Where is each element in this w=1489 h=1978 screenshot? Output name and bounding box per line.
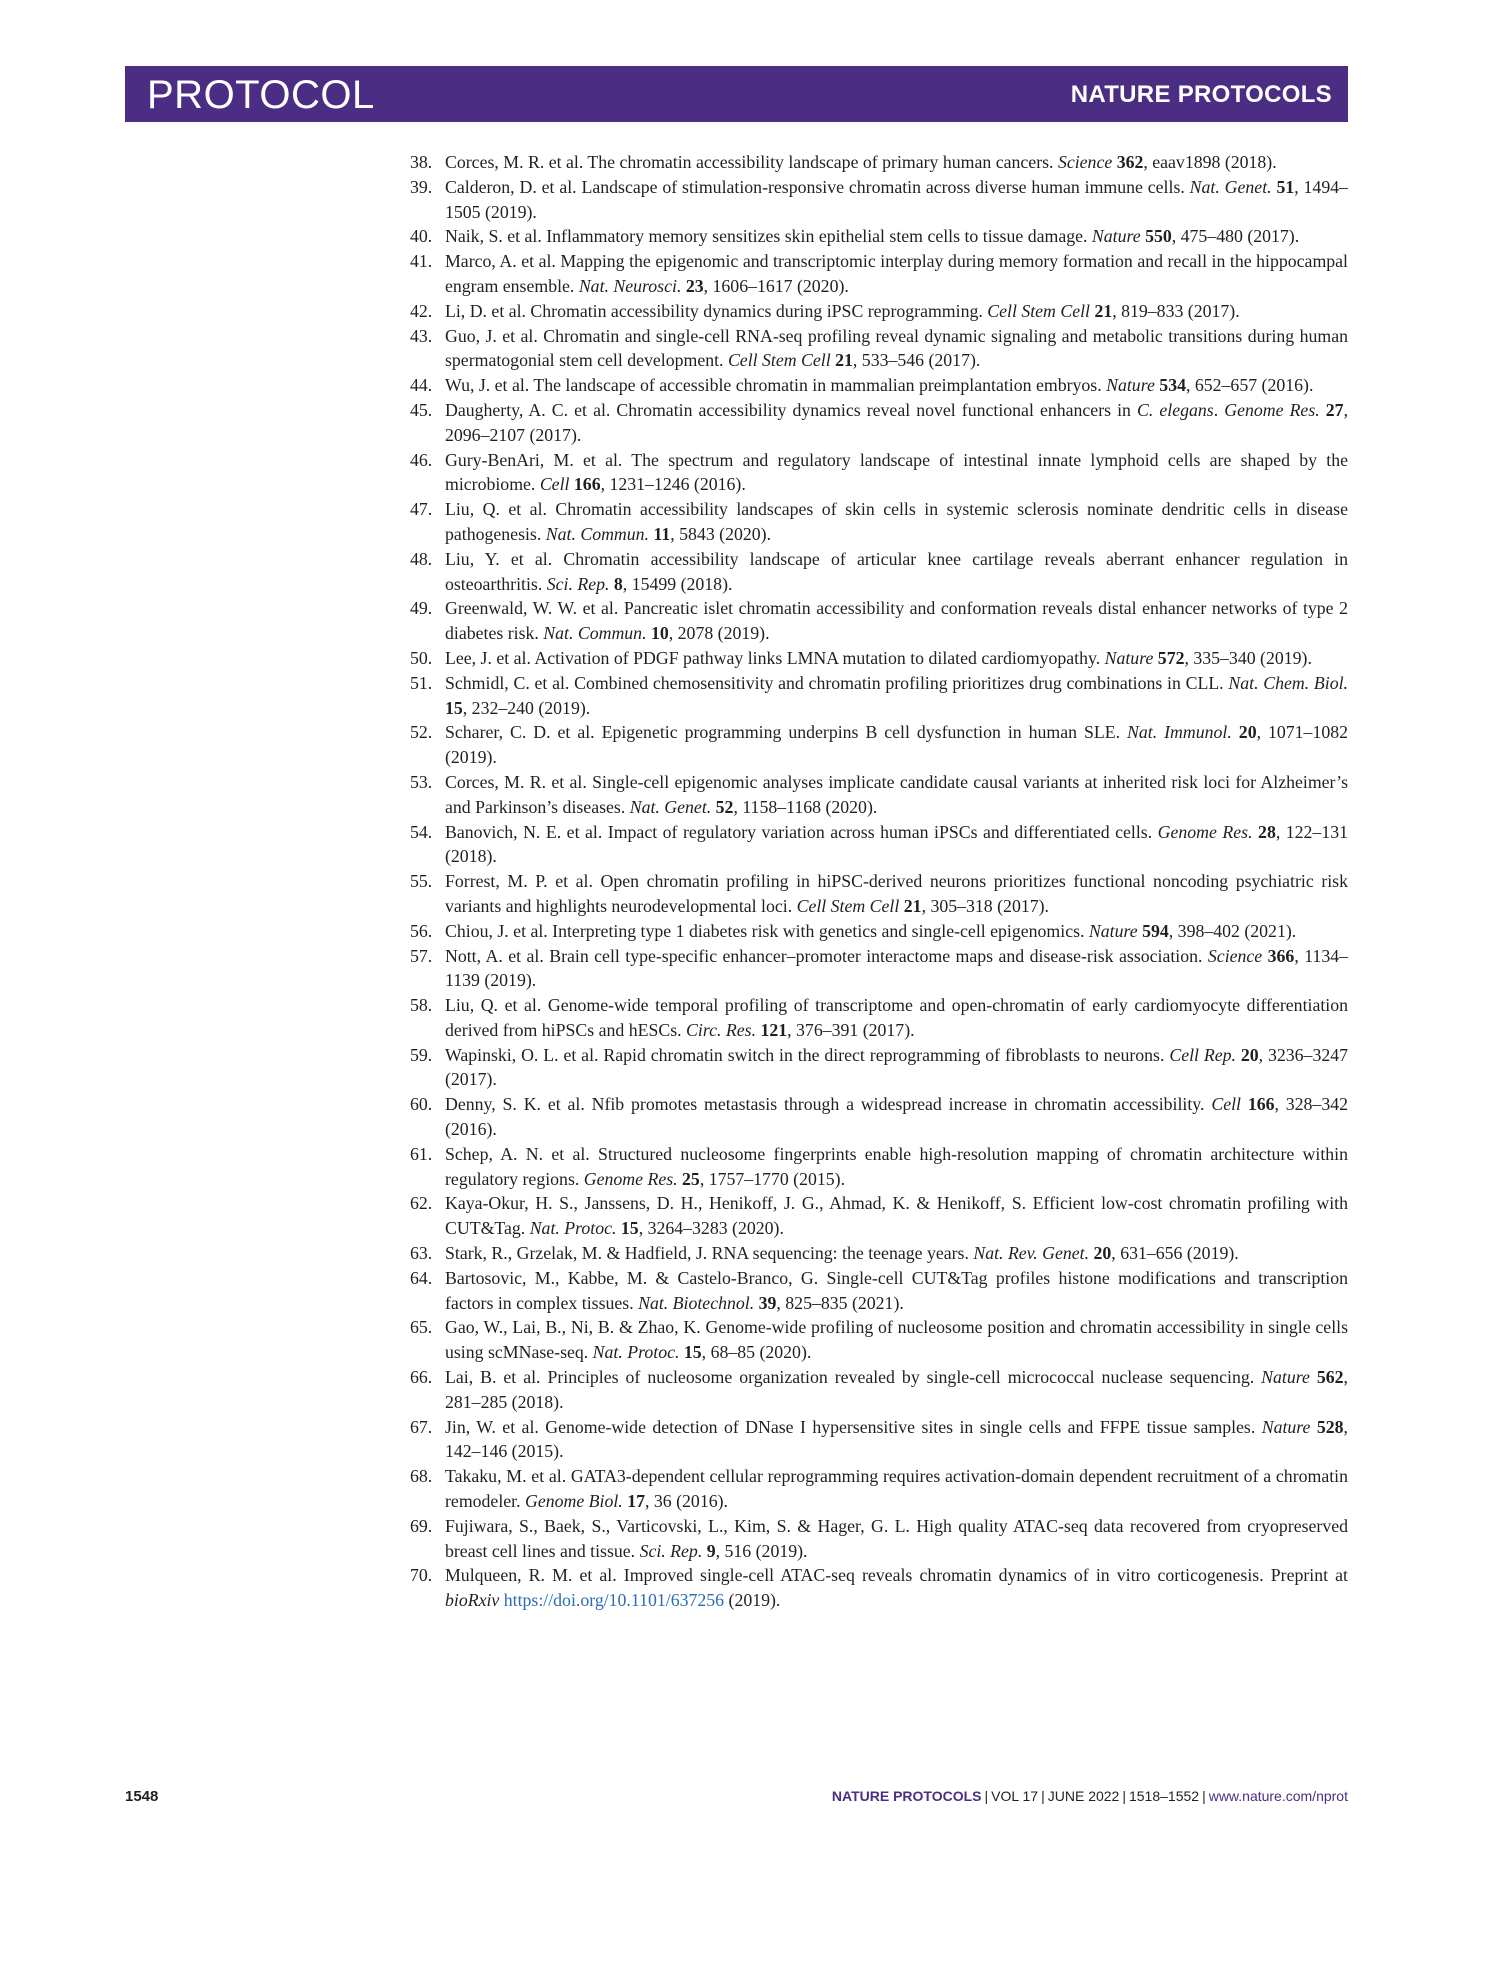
reference-number: 45. xyxy=(410,399,433,420)
reference-text: Lee, J. et al. Activation of PDGF pathway links LMNA mutation to dilated cardiomyopathy. Nature 572, 335–340 (2019). xyxy=(445,647,1312,668)
footer-separator: | xyxy=(1122,1788,1126,1804)
reference-text: Schmidl, C. et al. Combined chemosensitivity and chromatin profiling prioritizes drug combinations in CLL. Nat. Chem. Biol. 15, 232–240 (2019). xyxy=(445,672,1348,718)
reference-item xyxy=(410,1315,1348,1365)
reference-item xyxy=(410,324,1348,374)
reference-text: Jin, W. et al. Genome-wide detection of DNase I hypersensitive sites in single cells and FFPE tissue samples. Nature 528, 142–146 (2015). xyxy=(445,1416,1348,1462)
reference-text: Banovich, N. E. et al. Impact of regulatory variation across human iPSCs and differentiated cells. Genome Res. 28, 122–131 (2018). xyxy=(445,821,1349,867)
reference-text: Liu, Y. et al. Chromatin accessibility landscape of articular knee cartilage reveals aberrant enhancer regulation in osteoarthritis. Sci. Rep. 8, 15499 (2018). xyxy=(445,548,1348,594)
reference-number: 41. xyxy=(410,251,433,272)
reference-number: 54. xyxy=(410,821,433,842)
reference-number: 39. xyxy=(410,176,433,197)
reference-number: 68. xyxy=(410,1466,433,1487)
reference-text: Denny, S. K. et al. Nfib promotes metastasis through a widespread increase in chromatin accessibility. Cell 166, 328–342 (2016). xyxy=(445,1094,1348,1140)
footer-url-link[interactable]: www.nature.com/nprot xyxy=(1208,1788,1348,1804)
reference-number: 61. xyxy=(410,1143,433,1164)
reference-text: Chiou, J. et al. Interpreting type 1 diabetes risk with genetics and single-cell epigenomics. Nature 594, 398–402 (2021). xyxy=(445,920,1297,941)
reference-number: 67. xyxy=(410,1416,433,1437)
reference-item xyxy=(410,1563,1348,1613)
reference-number: 49. xyxy=(410,598,433,619)
reference-item xyxy=(410,671,1348,721)
reference-item xyxy=(410,1092,1348,1142)
reference-text: Wu, J. et al. The landscape of accessible chromatin in mammalian preimplantation embryos. Nature 534, 652–657 (2016). xyxy=(445,375,1314,396)
reference-item xyxy=(410,993,1348,1043)
footer-date: JUNE 2022 xyxy=(1047,1788,1120,1804)
reference-item xyxy=(410,869,1348,919)
reference-number: 65. xyxy=(410,1317,433,1338)
reference-text: Corces, M. R. et al. Single-cell epigenomic analyses implicate candidate causal variants at inherited risk loci for Alzheimer’s and Parkinson’s diseases. Nat. Genet. 52, 1158–1168 (2020). xyxy=(445,771,1348,817)
reference-text: Marco, A. et al. Mapping the epigenomic and transcriptomic interplay during memory formation and recall in the hippocampal engram ensemble. Nat. Neurosci. 23, 1606–1617 (2020). xyxy=(445,251,1348,296)
header-banner xyxy=(125,66,1348,122)
journal-label: NATURE PROTOCOLS xyxy=(1070,81,1332,108)
reference-number: 56. xyxy=(410,920,433,941)
reference-number: 59. xyxy=(410,1044,433,1065)
reference-item xyxy=(410,398,1348,448)
reference-text: Mulqueen, R. M. et al. Improved single-cell ATAC-seq reveals chromatin dynamics of in vitro corticogenesis. Preprint at bioRxiv https://doi.org/10.1101/637256 (2019). xyxy=(445,1565,1348,1611)
reference-item xyxy=(410,944,1348,994)
reference-text: Wapinski, O. L. et al. Rapid chromatin switch in the direct reprogramming of fibroblasts to neurons. Cell Rep. 20, 3236–3247 (2017). xyxy=(445,1044,1348,1090)
reference-number: 44. xyxy=(410,375,433,396)
reference-number: 43. xyxy=(410,325,433,346)
page-number: 1548 xyxy=(125,1788,159,1805)
reference-item xyxy=(410,224,1348,249)
footer-separator: | xyxy=(984,1788,989,1804)
reference-text: Li, D. et al. Chromatin accessibility dynamics during iPSC reprogramming. Cell Stem Cell 21, 819–833 (2017). xyxy=(445,300,1240,321)
reference-list xyxy=(410,150,1348,1613)
reference-item xyxy=(410,1514,1348,1564)
reference-item xyxy=(410,596,1348,646)
reference-number: 57. xyxy=(410,945,433,966)
reference-number: 51. xyxy=(410,672,433,693)
footer-citation xyxy=(832,1788,1348,1804)
reference-item xyxy=(410,919,1348,944)
reference-text: Liu, Q. et al. Chromatin accessibility landscapes of skin cells in systemic sclerosis nominate dendritic cells in disease pathogenesis. Nat. Commun. 11, 5843 (2020). xyxy=(445,499,1348,544)
reference-number: 63. xyxy=(410,1243,433,1264)
reference-text: Calderon, D. et al. Landscape of stimulation-responsive chromatin across diverse human immune cells. Nat. Genet. 51, 1494–1505 (2019). xyxy=(445,176,1348,222)
reference-number: 64. xyxy=(410,1267,433,1288)
reference-text: Kaya-Okur, H. S., Janssens, D. H., Henikoff, J. G., Ahmad, K. & Henikoff, S. Efficient low-cost chromatin profiling with CUT&Tag. Nat. Protoc. 15, 3264–3283 (2020). xyxy=(445,1193,1348,1239)
reference-item xyxy=(410,720,1348,770)
reference-item xyxy=(410,1191,1348,1241)
section-label: PROTOCOL xyxy=(147,73,375,117)
reference-text: Guo, J. et al. Chromatin and single-cell RNA-seq profiling reveal dynamic signaling and metabolic transitions during human spermatogonial stem cell development. Cell Stem Cell 21, 533–546 (2017). xyxy=(445,325,1348,371)
reference-item xyxy=(410,448,1348,498)
reference-item xyxy=(410,1365,1348,1415)
footer-separator: | xyxy=(1202,1788,1206,1804)
reference-text: Lai, B. et al. Principles of nucleosome organization revealed by single-cell micrococcal nuclease sequencing. Nature 562, 281–285 (2018). xyxy=(445,1367,1348,1412)
reference-number: 66. xyxy=(410,1367,433,1388)
reference-number: 38. xyxy=(410,152,433,172)
reference-text: Greenwald, W. W. et al. Pancreatic islet chromatin accessibility and conformation reveals distal enhancer networks of type 2 diabetes risk. Nat. Commun. 10, 2078 (2019). xyxy=(445,598,1348,644)
reference-item xyxy=(410,1464,1348,1514)
reference-number: 53. xyxy=(410,771,433,792)
reference-text: Fujiwara, S., Baek, S., Varticovski, L., Kim, S. & Hager, G. L. High quality ATAC-seq data recovered from cryopreserved breast cell lines and tissue. Sci. Rep. 9, 516 (2019). xyxy=(445,1515,1348,1561)
reference-item xyxy=(410,547,1348,597)
reference-item xyxy=(410,497,1348,547)
reference-item xyxy=(410,249,1348,299)
reference-item xyxy=(410,1241,1348,1266)
doi-link[interactable]: https://doi.org/10.1101/637256 xyxy=(503,1590,725,1611)
reference-number: 55. xyxy=(410,871,433,892)
footer-journal: NATURE PROTOCOLS xyxy=(831,1788,982,1804)
reference-number: 52. xyxy=(410,722,433,743)
reference-text: Corces, M. R. et al. The chromatin accessibility landscape of primary human cancers. Science 362, eaav1898 (2018). xyxy=(445,152,1277,172)
reference-item xyxy=(410,175,1348,225)
reference-item xyxy=(410,1142,1348,1192)
reference-number: 47. xyxy=(410,499,433,520)
reference-text: Forrest, M. P. et al. Open chromatin profiling in hiPSC-derived neurons prioritizes functional noncoding psychiatric risk variants and highlights neurodevelopmental loci. Cell Stem Cell 21, 305–318 (2017). xyxy=(445,871,1348,916)
reference-number: 70. xyxy=(410,1565,433,1586)
footer-pages: 1518–1552 xyxy=(1128,1788,1200,1804)
reference-text: Schep, A. N. et al. Structured nucleosome fingerprints enable high-resolution mapping of chromatin architecture within regulatory regions. Genome Res. 25, 1757–1770 (2015). xyxy=(445,1143,1348,1189)
reference-number: 40. xyxy=(410,226,433,247)
reference-text: Stark, R., Grzelak, M. & Hadfield, J. RNA sequencing: the teenage years. Nat. Rev. Genet. 20, 631–656 (2019). xyxy=(445,1243,1239,1264)
reference-text: Daugherty, A. C. et al. Chromatin accessibility dynamics reveal novel functional enhancers in C. elegans. Genome Res. 27, 2096–2107 (2017). xyxy=(445,399,1349,445)
reference-number: 58. xyxy=(410,995,433,1016)
reference-number: 62. xyxy=(410,1193,433,1214)
footer-volume: VOL 17 xyxy=(991,1788,1039,1804)
reference-item xyxy=(410,1266,1348,1316)
reference-text: Takaku, M. et al. GATA3-dependent cellular reprogramming requires activation-domain dependent recruitment of a chromatin remodeler. Genome Biol. 17, 36 (2016). xyxy=(445,1466,1348,1512)
reference-text: Scharer, C. D. et al. Epigenetic programming underpins B cell dysfunction in human SLE. Nat. Immunol. 20, 1071–1082 (2019). xyxy=(445,722,1349,768)
reference-text: Gury-BenAri, M. et al. The spectrum and regulatory landscape of intestinal innate lymphoid cells are shaped by the microbiome. Cell 166, 1231–1246 (2016). xyxy=(445,449,1348,495)
reference-number: 48. xyxy=(410,548,433,569)
reference-item xyxy=(410,820,1348,870)
reference-item xyxy=(410,299,1348,324)
reference-item xyxy=(410,150,1348,175)
reference-text: Gao, W., Lai, B., Ni, B. & Zhao, K. Genome-wide profiling of nucleosome position and chromatin accessibility in single cells using scMNase-seq. Nat. Protoc. 15, 68–85 (2020). xyxy=(445,1317,1348,1363)
reference-item xyxy=(410,646,1348,671)
reference-text: Naik, S. et al. Inflammatory memory sensitizes skin epithelial stem cells to tissue damage. Nature 550, 475–480 (2017). xyxy=(445,226,1300,247)
reference-number: 46. xyxy=(410,449,433,470)
reference-text: Liu, Q. et al. Genome-wide temporal profiling of transcriptome and open-chromatin of early cardiomyocyte differentiation derived from hiPSCs and hESCs. Circ. Res. 121, 376–391 (2017). xyxy=(445,995,1348,1040)
reference-item xyxy=(410,373,1348,398)
reference-item xyxy=(410,1415,1348,1465)
reference-item xyxy=(410,770,1348,820)
reference-number: 69. xyxy=(410,1515,433,1536)
reference-number: 60. xyxy=(410,1094,433,1115)
reference-text: Nott, A. et al. Brain cell type-specific enhancer–promoter interactome maps and disease-risk association. Science 366, 1134–1139 (2019). xyxy=(445,945,1348,991)
reference-item xyxy=(410,1043,1348,1093)
footer-separator: | xyxy=(1041,1788,1045,1804)
reference-text: Bartosovic, M., Kabbe, M. & Castelo-Branco, G. Single-cell CUT&Tag profiles histone modifications and transcription factors in complex tissues. Nat. Biotechnol. 39, 825–835 (2021). xyxy=(445,1267,1348,1313)
reference-number: 42. xyxy=(410,300,433,321)
reference-number: 50. xyxy=(410,647,433,668)
